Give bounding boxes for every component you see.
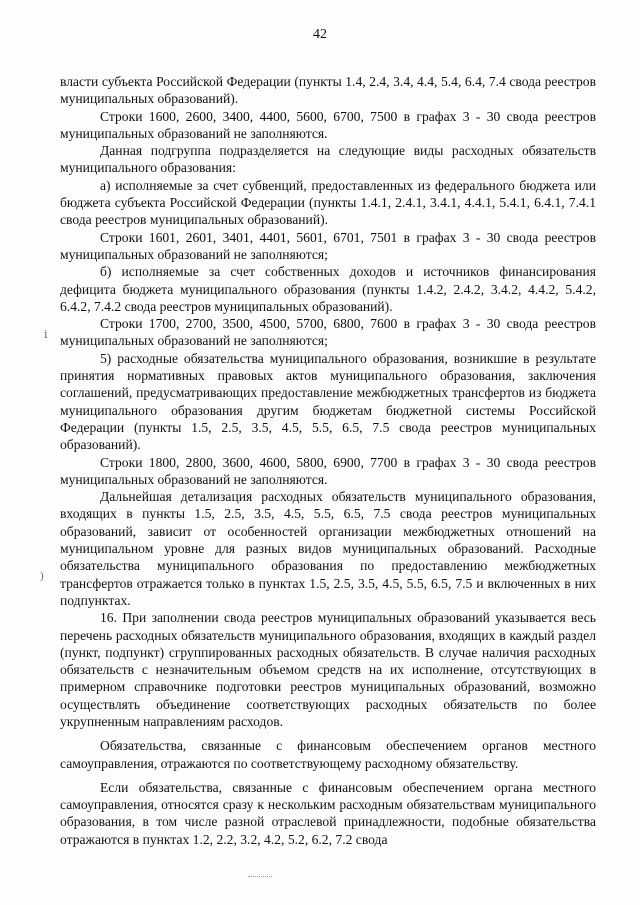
paragraph: Данная подгруппа подразделяется на следующие виды расходных обязательств муниципального образования: [60,143,596,176]
paragraph: Строки 1600, 2600, 3400, 4400, 5600, 6700, 7500 в графах 3 - 30 свода реестров муниципальных образований не заполняются. [60,108,596,141]
paragraph: 16. При заполнении свода реестров муниципальных образований указывается весь перечень расходных обязательств муниципального образования, входящих в каждый раздел (пункт, подпункт) сгруппированных расходных обязательств. В случае наличия расходных обязательств с незначительным объемом средств на их исполнение, отсутствующих в примерном справочнике подготовки реестров муниципальных образований, возможно осуществлять объединение соответствующих расходных обязательств по более укрупненным направлениям расходов. [60,610,596,729]
paragraph: Строки 1700, 2700, 3500, 4500, 5700, 6800, 7600 в графах 3 - 30 свода реестров муниципальных образований не заполняются; [60,316,596,349]
margin-mark: ⅰ [44,329,48,341]
paragraph: Строки 1800, 2800, 3600, 4600, 5800, 6900, 7700 в графах 3 - 30 свода реестров муниципальных образований не заполняются. [60,454,596,487]
paragraph: б) исполняемые за счет собственных доходов и источников финансирования дефицита бюджета муниципального образования (пункты 1.4.2, 2.4.2, 3.4.2, 4.4.2, 5.4.2, 6.4.2, 7.4.2 свода реестров муниципальных образований). [60,264,596,314]
paragraph: Обязательства, связанные с финансовым обеспечением органов местного самоуправления, отражаются по соответствующему расходному обязательству. [60,738,596,771]
paragraph: Если обязательства, связанные с финансовым обеспечением органа местного самоуправления, относятся сразу к нескольким расходным обязательствам муниципального образования, в том числе разной отраслевой принадлежности, подобные обязательства отражаются в пунктах 1.2, 2.2, 3.2, 4.2, 5.2, 6.2, 7.2 свода [60,779,596,847]
paragraph: 5) расходные обязательства муниципального образования, возникшие в результате принятия нормативных правовых актов муниципального образования, заключения соглашений, предусматривающих предоставление межбюджетных трансфертов из бюджета муниципального образования другим бюджетам бюджетной системы Российской Федерации (пункты 1.5, 2.5, 3.5, 4.5, 5.5, 6.5, 7.5 свода реестров муниципальных образований). [60,350,596,453]
paragraph: Дальнейшая детализация расходных обязательств муниципального образования, входящих в пункты 1.5, 2.5, 3.5, 4.5, 5.5, 6.5, 7.5 свода реестров муниципальных образований, зависит от особенностей организации межбюджетных отношений на муниципальном уровне для разных видов муниципальных образований. Расходные обязательства муниципального образования по предоставлению межбюджетных трансфертов отражается только в пунктах 1.5, 2.5, 3.5, 4.5, 5.5, 6.5, 7.5 и включенных в них подпунктах. [60,489,596,608]
paragraph: а) исполняемые за счет субвенций, предоставленных из федерального бюджета или бюджета субъекта Российской Федерации (пункты 1.4.1, 2.4.1, 3.4.1, 4.4.1, 5.4.1, 6.4.1, 7.4.1 свода реестров муниципальных образований). [60,177,596,228]
paragraph: власти субъекта Российской Федерации (пункты 1.4, 2.4, 3.4, 4.4, 5.4, 6.4, 7.4 свода реестров муниципальных образований). [60,74,596,107]
margin-mark: ) [40,570,44,582]
scan-artifact [248,876,272,879]
document-body [60,73,596,848]
page-number: 42 [313,27,327,42]
paragraph: Строки 1601, 2601, 3401, 4401, 5601, 6701, 7501 в графах 3 - 30 свода реестров муниципальных образований не заполняются; [60,229,596,262]
